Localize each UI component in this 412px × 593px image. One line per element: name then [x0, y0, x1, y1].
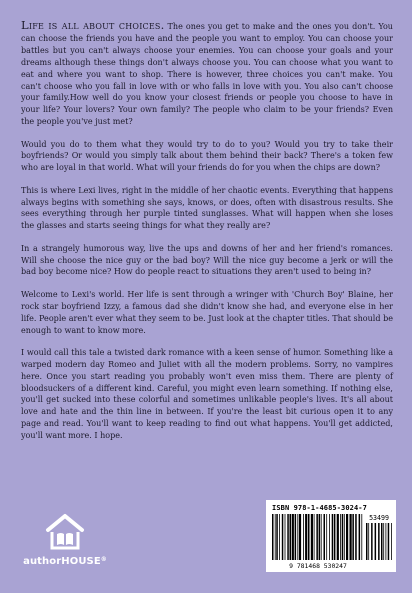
paragraph-3: This is where Lexi lives, right in the middle of her chaotic events. Everything that happens always begins with something she says, knows, or does, often with disastrous results. She sees everything through her purple tinted sunglasses. What will happen when she loses the glasses and starts seeing things for what they really are?: [21, 185, 393, 231]
lead-phrase: Life is all about choices.: [21, 18, 165, 32]
publisher-name: authorHOUSE®: [23, 556, 107, 567]
paragraph-6: I would call this tale a twisted dark romance with a keen sense of humor. Something like a warped modern day Romeo and Juliet with all the modern problems. Sorry, no vampires here. Once you start reading you probably won't even miss them. There are plenty of bloodsuckers of a different kind. Careful, you might even learn something. If nothing else, you'll get sucked into these colorful and sometimes unlikable people's lives. It's all about love and hate and the thin line in between. If you're the least bit curious open it to any page and read. You'll want to keep reading to find out what happens. You'll get addicted, you'll want more. I hope.: [21, 347, 393, 441]
back-cover-text: [21, 20, 393, 452]
paragraph-4: In a strangely humorous way, live the ups and downs of her and her friend's romances. Will she choose the nice guy or the bad boy? Will the nice guy become a jerk or will the bad boy become nice? How do people react to situations they aren't used to being in?: [21, 243, 393, 277]
addon-number: 53499: [369, 514, 389, 522]
isbn-label: ISBN 978-1-4685-3024-7: [272, 504, 367, 512]
barcode-number: 9 781468 530247: [289, 562, 347, 570]
house-book-icon: [42, 513, 88, 551]
paragraph-1-body: The ones you get to make and the ones you don't. You can choose the friends you have and the people you want to employ. You can choose your battles but you can't always choose your enemies. You can choose your goals and your dreams although these things don't always choose you. You can choose what you want to eat and where you want to shop. There is however, three choices you can't make. You can't choose who you fall in love with or who falls in love with you. You also can't choose your family.How well do you know your closest friends or people you choose to have in your life? Your lovers? Your own family? The people who claim to be your friends? Even the people you've just met?: [21, 22, 393, 127]
publisher-logo: [22, 513, 108, 573]
paragraph-5: Welcome to Lexi's world. Her life is sent through a wringer with 'Church Boy' Blaine, her rock star boyfriend Izzy, a famous dad she didn't know she had, and everyone else in her life. People aren't ever what they seem to be. Just look at the chapter titles. That should be enough to want to know more.: [21, 289, 393, 335]
isbn-barcode: [266, 500, 396, 572]
paragraph-1: [21, 20, 393, 128]
paragraph-2: Would you do to them what they would try to do to you? Would you try to take their boyfriends? Or would you simply talk about them behind their back? There's a token few who are loyal in that world. What will your friends do for you when the chips are down?: [21, 139, 393, 173]
